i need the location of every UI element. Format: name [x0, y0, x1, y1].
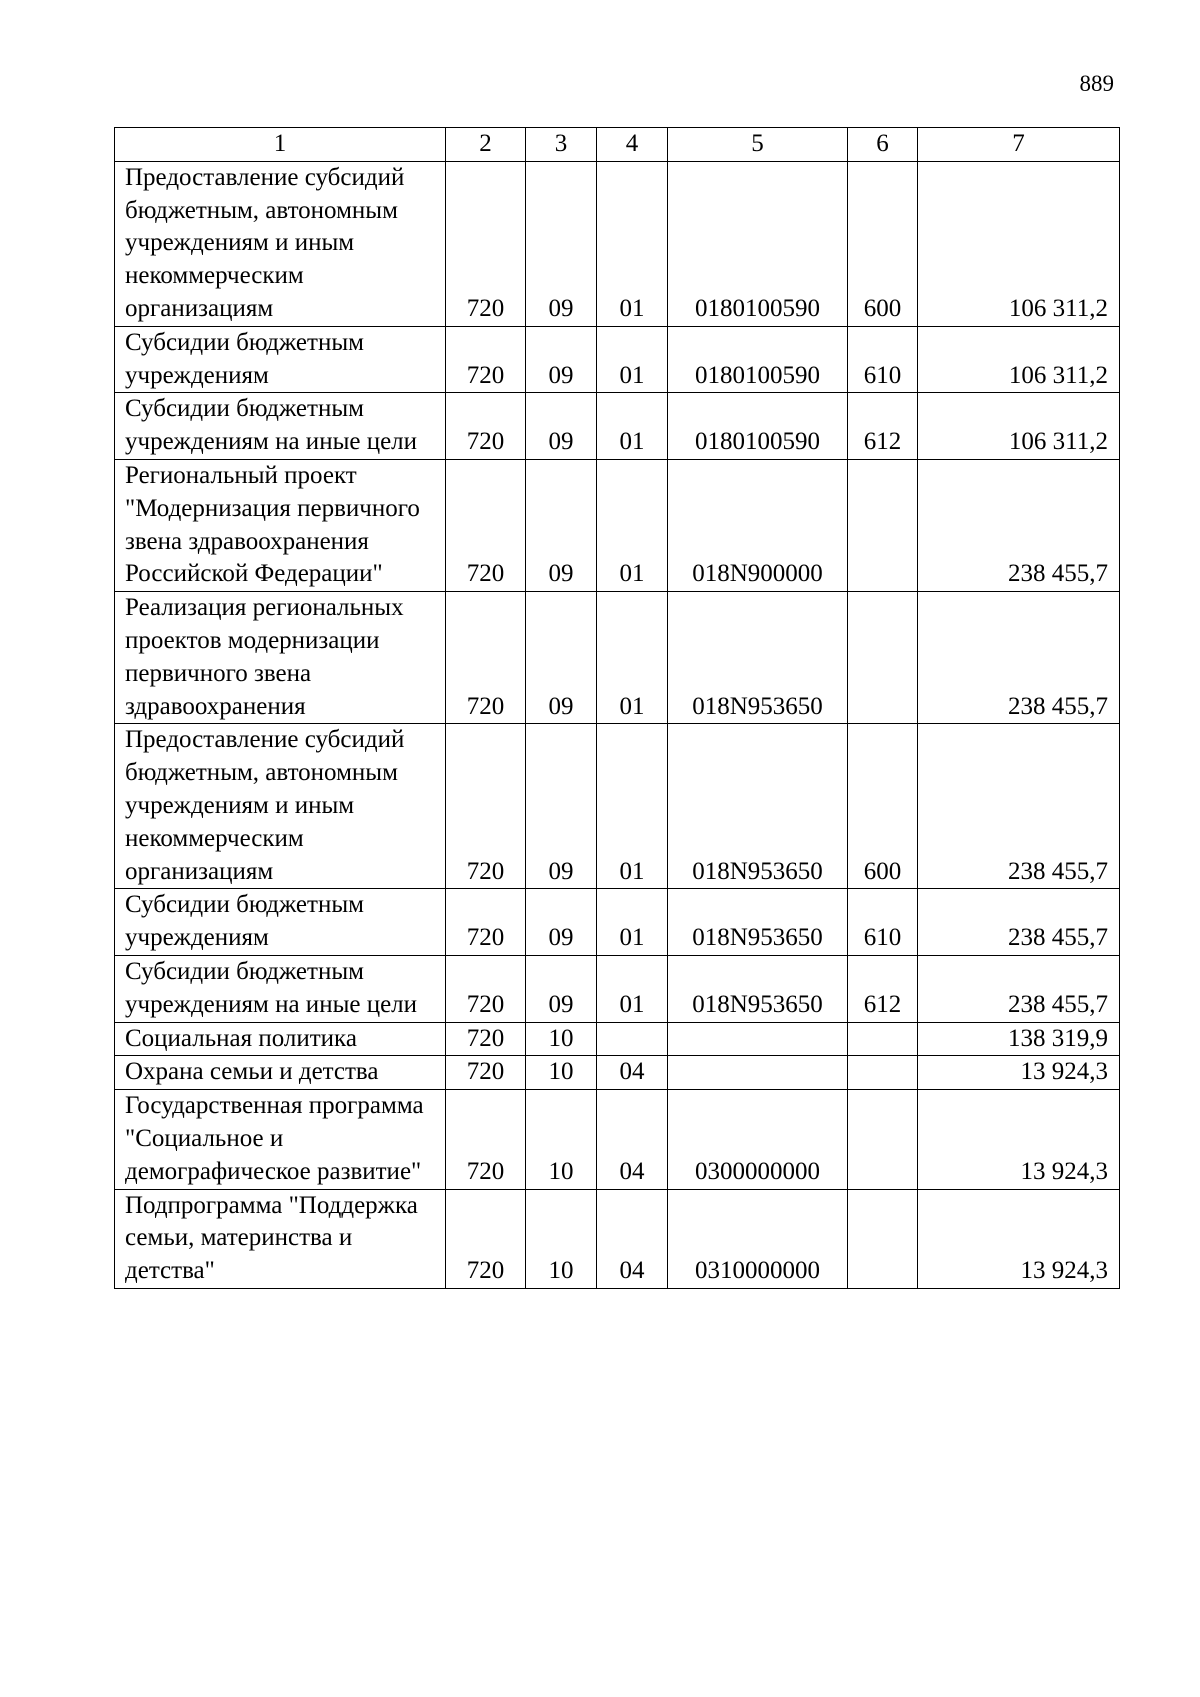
cell-col2: 720 [446, 592, 526, 724]
table-row [115, 1022, 1120, 1056]
cell-col5: 0310000000 [668, 1189, 848, 1288]
row-name: Реализация региональных проектов модернизации первичного звена здравоохранения [115, 592, 446, 724]
cell-amount: 238 455,7 [918, 592, 1120, 724]
cell-col5: 0180100590 [668, 393, 848, 460]
cell-col4: 01 [597, 459, 668, 591]
cell-col5: 018N900000 [668, 459, 848, 591]
cell-col5 [668, 1022, 848, 1056]
cell-col4: 01 [597, 889, 668, 956]
row-name: Субсидии бюджетным учреждениям [115, 889, 446, 956]
column-header: 2 [446, 128, 526, 162]
column-header: 6 [848, 128, 918, 162]
cell-col2: 720 [446, 724, 526, 889]
cell-col5: 018N953650 [668, 889, 848, 956]
row-name: Государственная программа "Социальное и демографическое развитие" [115, 1090, 446, 1189]
table-row [115, 592, 1120, 724]
cell-amount: 238 455,7 [918, 955, 1120, 1022]
cell-col3: 09 [526, 955, 597, 1022]
cell-col2: 720 [446, 955, 526, 1022]
column-header: 5 [668, 128, 848, 162]
cell-amount: 238 455,7 [918, 459, 1120, 591]
cell-col6 [848, 592, 918, 724]
column-header: 4 [597, 128, 668, 162]
cell-col5: 0180100590 [668, 161, 848, 326]
cell-amount: 106 311,2 [918, 161, 1120, 326]
table-row [115, 161, 1120, 326]
cell-amount: 106 311,2 [918, 393, 1120, 460]
row-name: Предоставление субсидий бюджетным, автономным учреждениям и иным некоммерческим организациям [115, 161, 446, 326]
cell-col2: 720 [446, 889, 526, 956]
cell-col2: 720 [446, 1022, 526, 1056]
cell-col6: 612 [848, 955, 918, 1022]
cell-col3: 09 [526, 592, 597, 724]
table-row [115, 955, 1120, 1022]
cell-col6: 612 [848, 393, 918, 460]
cell-col6: 610 [848, 326, 918, 393]
cell-col6 [848, 1056, 918, 1090]
cell-col3: 10 [526, 1189, 597, 1288]
cell-col6: 600 [848, 161, 918, 326]
cell-col3: 09 [526, 161, 597, 326]
row-name: Субсидии бюджетным учреждениям на иные цели [115, 955, 446, 1022]
table-row [115, 1090, 1120, 1189]
table-header-row [115, 128, 1120, 162]
row-name: Субсидии бюджетным учреждениям на иные цели [115, 393, 446, 460]
cell-col2: 720 [446, 1189, 526, 1288]
cell-col3: 09 [526, 393, 597, 460]
cell-col5: 018N953650 [668, 955, 848, 1022]
cell-col4: 01 [597, 393, 668, 460]
column-header: 7 [918, 128, 1120, 162]
budget-table [114, 127, 1120, 1289]
cell-col5: 0300000000 [668, 1090, 848, 1189]
row-name: Субсидии бюджетным учреждениям [115, 326, 446, 393]
cell-col2: 720 [446, 393, 526, 460]
cell-col4: 01 [597, 592, 668, 724]
table-row [115, 724, 1120, 889]
cell-col2: 720 [446, 1056, 526, 1090]
table-row [115, 889, 1120, 956]
table-row [115, 393, 1120, 460]
cell-col5 [668, 1056, 848, 1090]
cell-col3: 10 [526, 1022, 597, 1056]
row-name: Охрана семьи и детства [115, 1056, 446, 1090]
cell-col4 [597, 1022, 668, 1056]
row-name: Подпрограмма "Поддержка семьи, материнства и детства" [115, 1189, 446, 1288]
table-row [115, 326, 1120, 393]
cell-col3: 09 [526, 724, 597, 889]
cell-col2: 720 [446, 459, 526, 591]
cell-col2: 720 [446, 326, 526, 393]
cell-amount: 238 455,7 [918, 889, 1120, 956]
cell-col4: 04 [597, 1056, 668, 1090]
cell-col4: 01 [597, 326, 668, 393]
cell-col3: 10 [526, 1056, 597, 1090]
cell-amount: 13 924,3 [918, 1090, 1120, 1189]
cell-col6 [848, 459, 918, 591]
page-number: 889 [1079, 71, 1114, 96]
cell-col6 [848, 1090, 918, 1189]
row-name: Предоставление субсидий бюджетным, автономным учреждениям и иным некоммерческим организациям [115, 724, 446, 889]
cell-col6: 600 [848, 724, 918, 889]
table-row [115, 1189, 1120, 1288]
cell-col4: 01 [597, 955, 668, 1022]
cell-col3: 09 [526, 889, 597, 956]
table-row [115, 1056, 1120, 1090]
cell-col4: 01 [597, 161, 668, 326]
cell-col6 [848, 1022, 918, 1056]
cell-amount: 13 924,3 [918, 1189, 1120, 1288]
cell-col2: 720 [446, 161, 526, 326]
cell-col5: 018N953650 [668, 592, 848, 724]
row-name: Региональный проект "Модернизация первичного звена здравоохранения Российской Федерации" [115, 459, 446, 591]
cell-amount: 238 455,7 [918, 724, 1120, 889]
cell-col6: 610 [848, 889, 918, 956]
cell-col4: 04 [597, 1090, 668, 1189]
cell-amount: 13 924,3 [918, 1056, 1120, 1090]
cell-col3: 09 [526, 459, 597, 591]
cell-col4: 04 [597, 1189, 668, 1288]
cell-col2: 720 [446, 1090, 526, 1189]
cell-col5: 018N953650 [668, 724, 848, 889]
cell-col3: 10 [526, 1090, 597, 1189]
table-row [115, 459, 1120, 591]
row-name: Социальная политика [115, 1022, 446, 1056]
column-header: 1 [115, 128, 446, 162]
cell-amount: 138 319,9 [918, 1022, 1120, 1056]
cell-col5: 0180100590 [668, 326, 848, 393]
cell-amount: 106 311,2 [918, 326, 1120, 393]
cell-col3: 09 [526, 326, 597, 393]
cell-col4: 01 [597, 724, 668, 889]
column-header: 3 [526, 128, 597, 162]
cell-col6 [848, 1189, 918, 1288]
